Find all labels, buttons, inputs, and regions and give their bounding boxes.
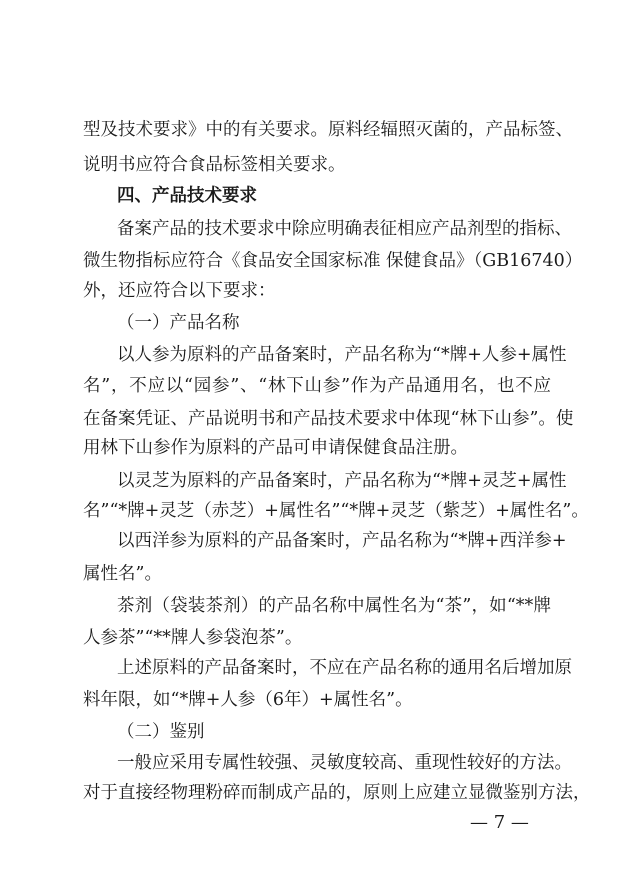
body-text-line: 用林下山参作为原料的产品可申请保健食品注册。 [83, 438, 468, 458]
body-text-line: 说明书应符合食品标签相关要求。 [83, 155, 346, 175]
body-text-line: 以灵芝为原料的产品备案时，产品名称为“*牌+灵芝+属性 [117, 471, 567, 491]
subsection-heading: （一）产品名称 [117, 313, 240, 333]
body-text-line: 以人参为原料的产品备案时，产品名称为“*牌+人参+属性 [117, 345, 567, 365]
body-text-line: 名”“*牌+灵芝（赤芝）+属性名”“*牌+灵芝（紫芝）+属性名”。 [83, 501, 589, 521]
body-text-line: 以西洋参为原料的产品备案时，产品名称为“*牌+西洋参+ [117, 531, 567, 551]
body-text-line: 备案产品的技术要求中除应明确表征相应产品剂型的指标、 [117, 219, 572, 239]
body-text-line: 人参茶”“**牌人参袋泡茶”。 [83, 628, 303, 648]
section-heading: 四、产品技术要求 [117, 186, 257, 206]
body-text-line: 外，还应符合以下要求： [83, 281, 276, 301]
body-text-line: 型及技术要求》中的有关要求。原料经辐照灭菌的，产品标签、 [83, 120, 573, 140]
body-text-line: 属性名”。 [83, 564, 162, 584]
page-number: — 7 — [470, 812, 529, 833]
body-text-line: 名”，不应以“园参”、“林下山参”作为产品通用名，也不应 [83, 376, 551, 396]
body-text-line: 微生物指标应符合《食品安全国家标准 保健食品》（GB16740） [83, 251, 583, 271]
body-text-line: 上述原料的产品备案时，不应在产品名称的通用名后增加原 [117, 658, 572, 678]
body-text-line: 对于直接经物理粉碎而制成产品的，原则上应建立显微鉴别方法， [83, 783, 591, 803]
subsection-heading: （二）鉴别 [117, 722, 205, 742]
body-text-line: 一般应采用专属性较强、灵敏度较高、重现性较好的方法。 [117, 753, 572, 773]
body-text-line: 在备案凭证、产品说明书和产品技术要求中体现“林下山参”。使 [83, 409, 574, 429]
body-text-line: 茶剂（袋装茶剂）的产品名称中属性名为“茶”，如“**牌 [117, 596, 551, 616]
body-text-line: 料年限，如“*牌+人参（6年）+属性名”。 [83, 690, 413, 710]
